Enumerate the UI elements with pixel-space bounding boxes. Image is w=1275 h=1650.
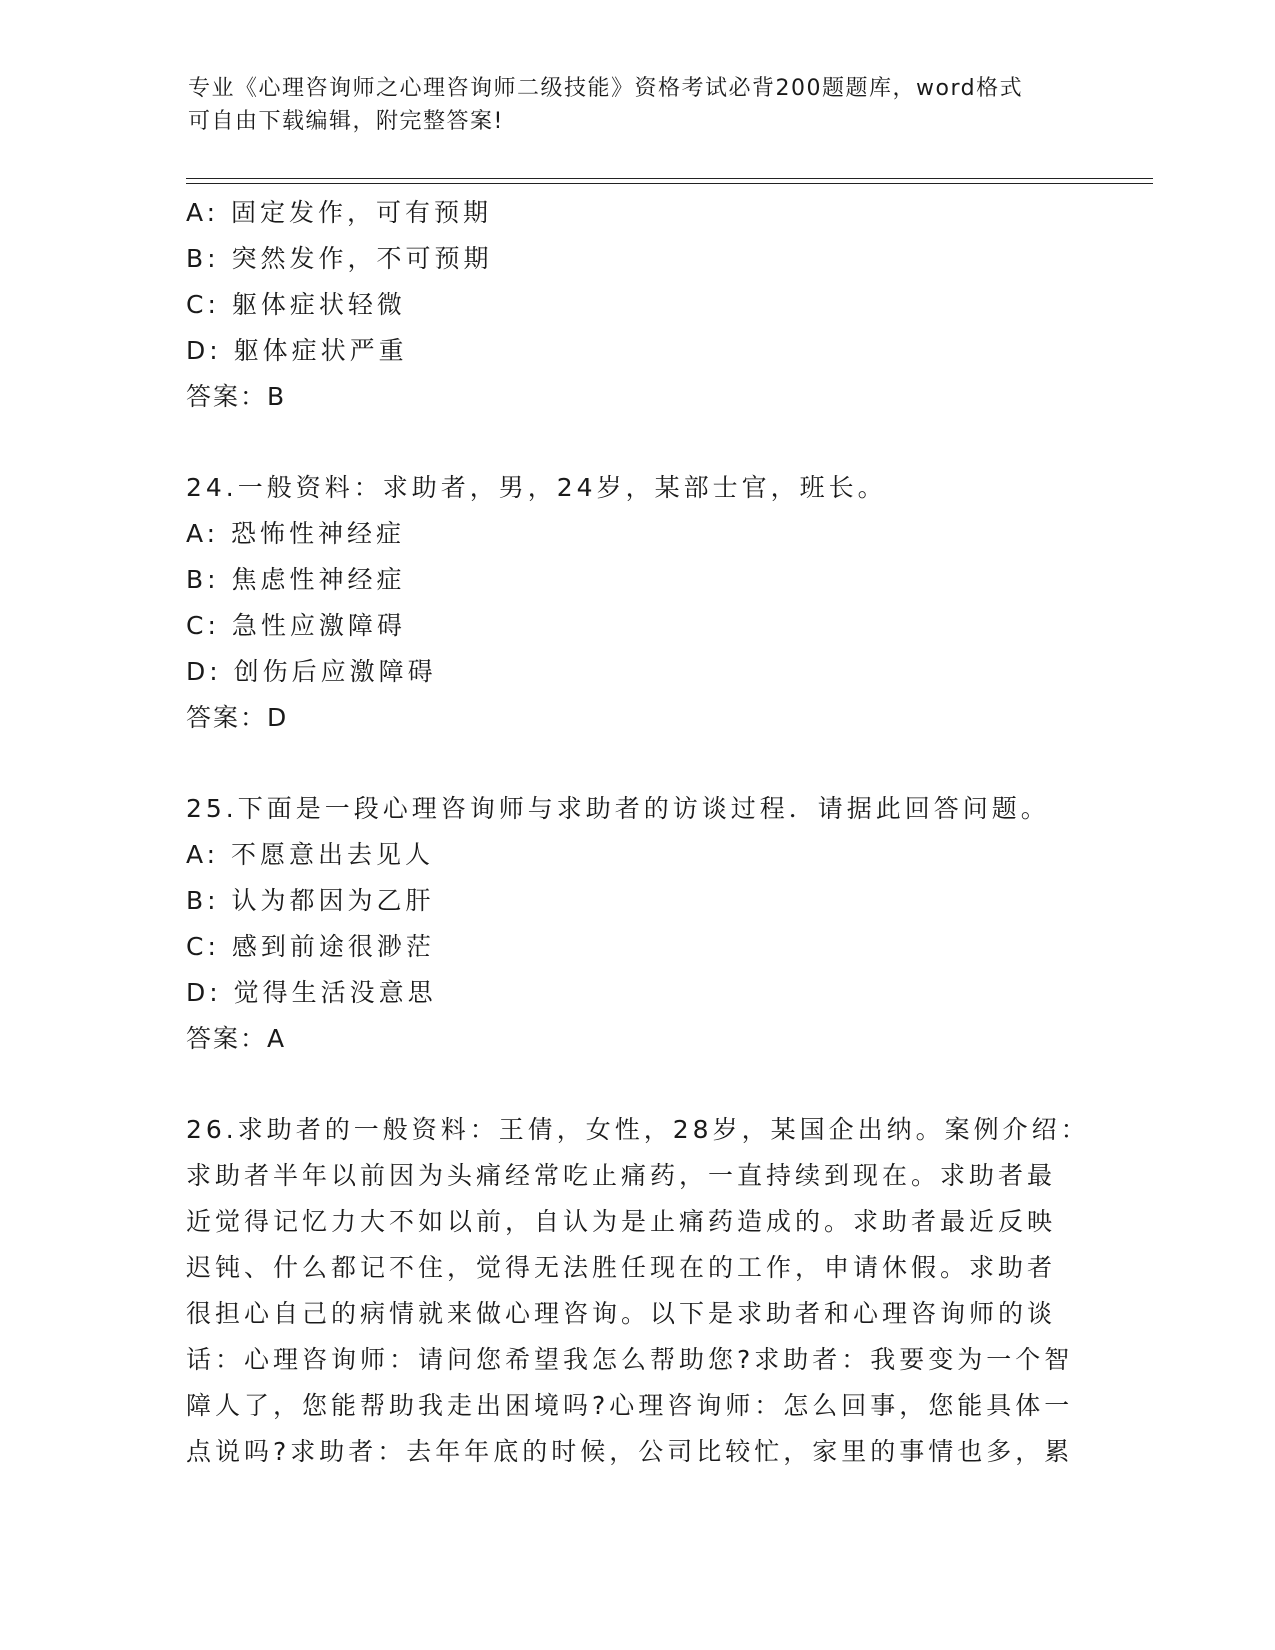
paragraph-line: 话：心理咨询师：请问您希望我怎么帮助您?求助者：我要变为一个智 (186, 1345, 1074, 1374)
answer-value: A (267, 1024, 287, 1053)
header-line-1: 专业《心理咨询师之心理咨询师二级技能》资格考试必背200题题库，word格式 (188, 76, 1024, 101)
option-c: C: 急性应激障碍 (186, 611, 406, 640)
option-b: B: 认为都因为乙肝 (186, 886, 435, 915)
option-c: C: 躯体症状轻微 (186, 290, 406, 319)
answer-line (186, 1016, 1086, 1062)
question-stem: 24.一般资料：求助者，男，24岁，某部士官，班长。 (186, 473, 887, 502)
question-stem: 25.下面是一段心理咨询师与求助者的访谈过程．请据此回答问题。 (186, 794, 1050, 823)
paragraph-line: 近觉得记忆力大不如以前，自认为是止痛药造成的。求助者最近反映 (186, 1207, 1057, 1236)
answer-value: B (267, 382, 287, 411)
option-a: A: 恐怖性神经症 (186, 519, 406, 548)
option-b: B: 焦虑性神经症 (186, 565, 406, 594)
answer-label: 答案： (186, 703, 268, 732)
paragraph-line: 很担心自己的病情就来做心理咨询。以下是求助者和心理咨询师的谈 (186, 1299, 1057, 1328)
document-header (188, 72, 1068, 138)
paragraph-line: 26.求助者的一般资料：王倩，女性，28岁，某国企出纳。案例介绍： (186, 1115, 1090, 1144)
answer-line (186, 695, 1086, 741)
answer-label: 答案： (186, 1024, 268, 1053)
question-25 (186, 786, 1086, 1062)
question-23 (186, 190, 1086, 420)
option-a: A: 不愿意出去见人 (186, 840, 435, 869)
header-line-2: 可自由下载编辑，附完整答案! (188, 109, 504, 134)
option-d: D: 创伤后应激障碍 (186, 657, 437, 686)
option-d: D: 躯体症状严重 (186, 336, 408, 365)
answer-label: 答案： (186, 382, 268, 411)
answer-value: D (267, 703, 289, 732)
paragraph-line: 迟钝、什么都记不住，觉得无法胜任现在的工作，申请休假。求助者 (186, 1253, 1057, 1282)
option-b: B: 突然发作，不可预期 (186, 244, 493, 273)
paragraph-line: 障人了，您能帮助我走出困境吗?心理咨询师：怎么回事，您能具体一 (186, 1391, 1074, 1420)
question-26 (186, 1107, 1090, 1475)
paragraph-line: 点说吗?求助者：去年年底的时候，公司比较忙，家里的事情也多，累 (186, 1437, 1074, 1466)
option-a: A: 固定发作，可有预期 (186, 198, 493, 227)
document-body (186, 190, 1090, 1475)
header-divider (186, 178, 1153, 184)
paragraph-line: 求助者半年以前因为头痛经常吃止痛药，一直持续到现在。求助者最 (186, 1161, 1057, 1190)
question-24 (186, 465, 1086, 741)
option-d: D: 觉得生活没意思 (186, 978, 437, 1007)
answer-line (186, 374, 1086, 420)
option-c: C: 感到前途很渺茫 (186, 932, 435, 961)
